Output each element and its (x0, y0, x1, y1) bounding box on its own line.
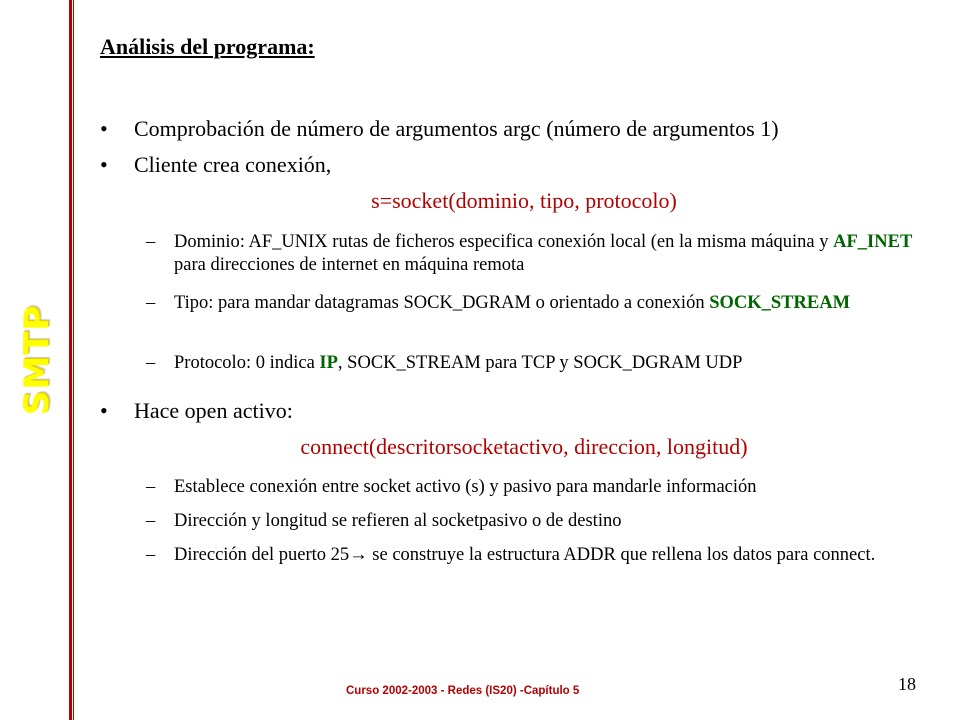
code-connect-call: connect(descritorsocketactivo, direccion, longitud) (300, 434, 748, 459)
code-socket-call: s=socket(dominio, tipo, protocolo) (371, 188, 677, 213)
footer-course-info: Curso 2002-2003 - Redes (IS20) -Capítulo 5 (346, 685, 580, 697)
bullet-icon: • (100, 398, 108, 423)
slide-heading: Análisis del programa: (100, 34, 315, 59)
dash-icon: – (146, 477, 156, 497)
sub-item-text: Establece conexión entre socket activo (s) y pasivo para mandarle información (174, 477, 757, 497)
highlight-term: SOCK_STREAM (709, 293, 851, 313)
page-number: 18 (898, 674, 916, 694)
sub-item-text: Dirección y longitud se refieren al socketpasivo o de destino (174, 511, 622, 531)
bullet-text: Cliente crea conexión, (134, 152, 332, 177)
sidebar-label: SMTP (17, 304, 57, 416)
left-border-line-thin (73, 0, 74, 720)
arrow-right-icon: → (349, 545, 368, 565)
left-border-line (69, 0, 72, 720)
bullet-icon: • (100, 116, 108, 141)
dash-icon: – (146, 293, 156, 313)
dash-icon: – (146, 353, 156, 373)
highlight-term: IP (319, 353, 338, 373)
bullet-text: Hace open activo: (134, 398, 293, 423)
bullet-icon: • (100, 152, 108, 177)
bullet-text: Comprobación de número de argumentos argc (número de argumentos 1) (134, 116, 779, 141)
dash-icon: – (146, 511, 156, 531)
sub-item-text: Protocolo: 0 indica IP, SOCK_STREAM para TCP y SOCK_DGRAM UDP (174, 353, 743, 373)
sub-item-text: Dirección del puerto 25→ se construye la estructura ADDR que rellena los datos para connect. (174, 545, 876, 565)
sub-item-text: Dominio: AF_UNIX rutas de ficheros especifica conexión local (en la misma máquina y AF_INET para direcciones de internet en máquina remota (174, 232, 913, 275)
dash-icon: – (146, 232, 156, 252)
highlight-term: AF_INET (833, 232, 913, 252)
dash-icon: – (146, 545, 156, 565)
sub-item-text: Tipo: para mandar datagramas SOCK_DGRAM o orientado a conexión SOCK_STREAM (174, 293, 851, 313)
